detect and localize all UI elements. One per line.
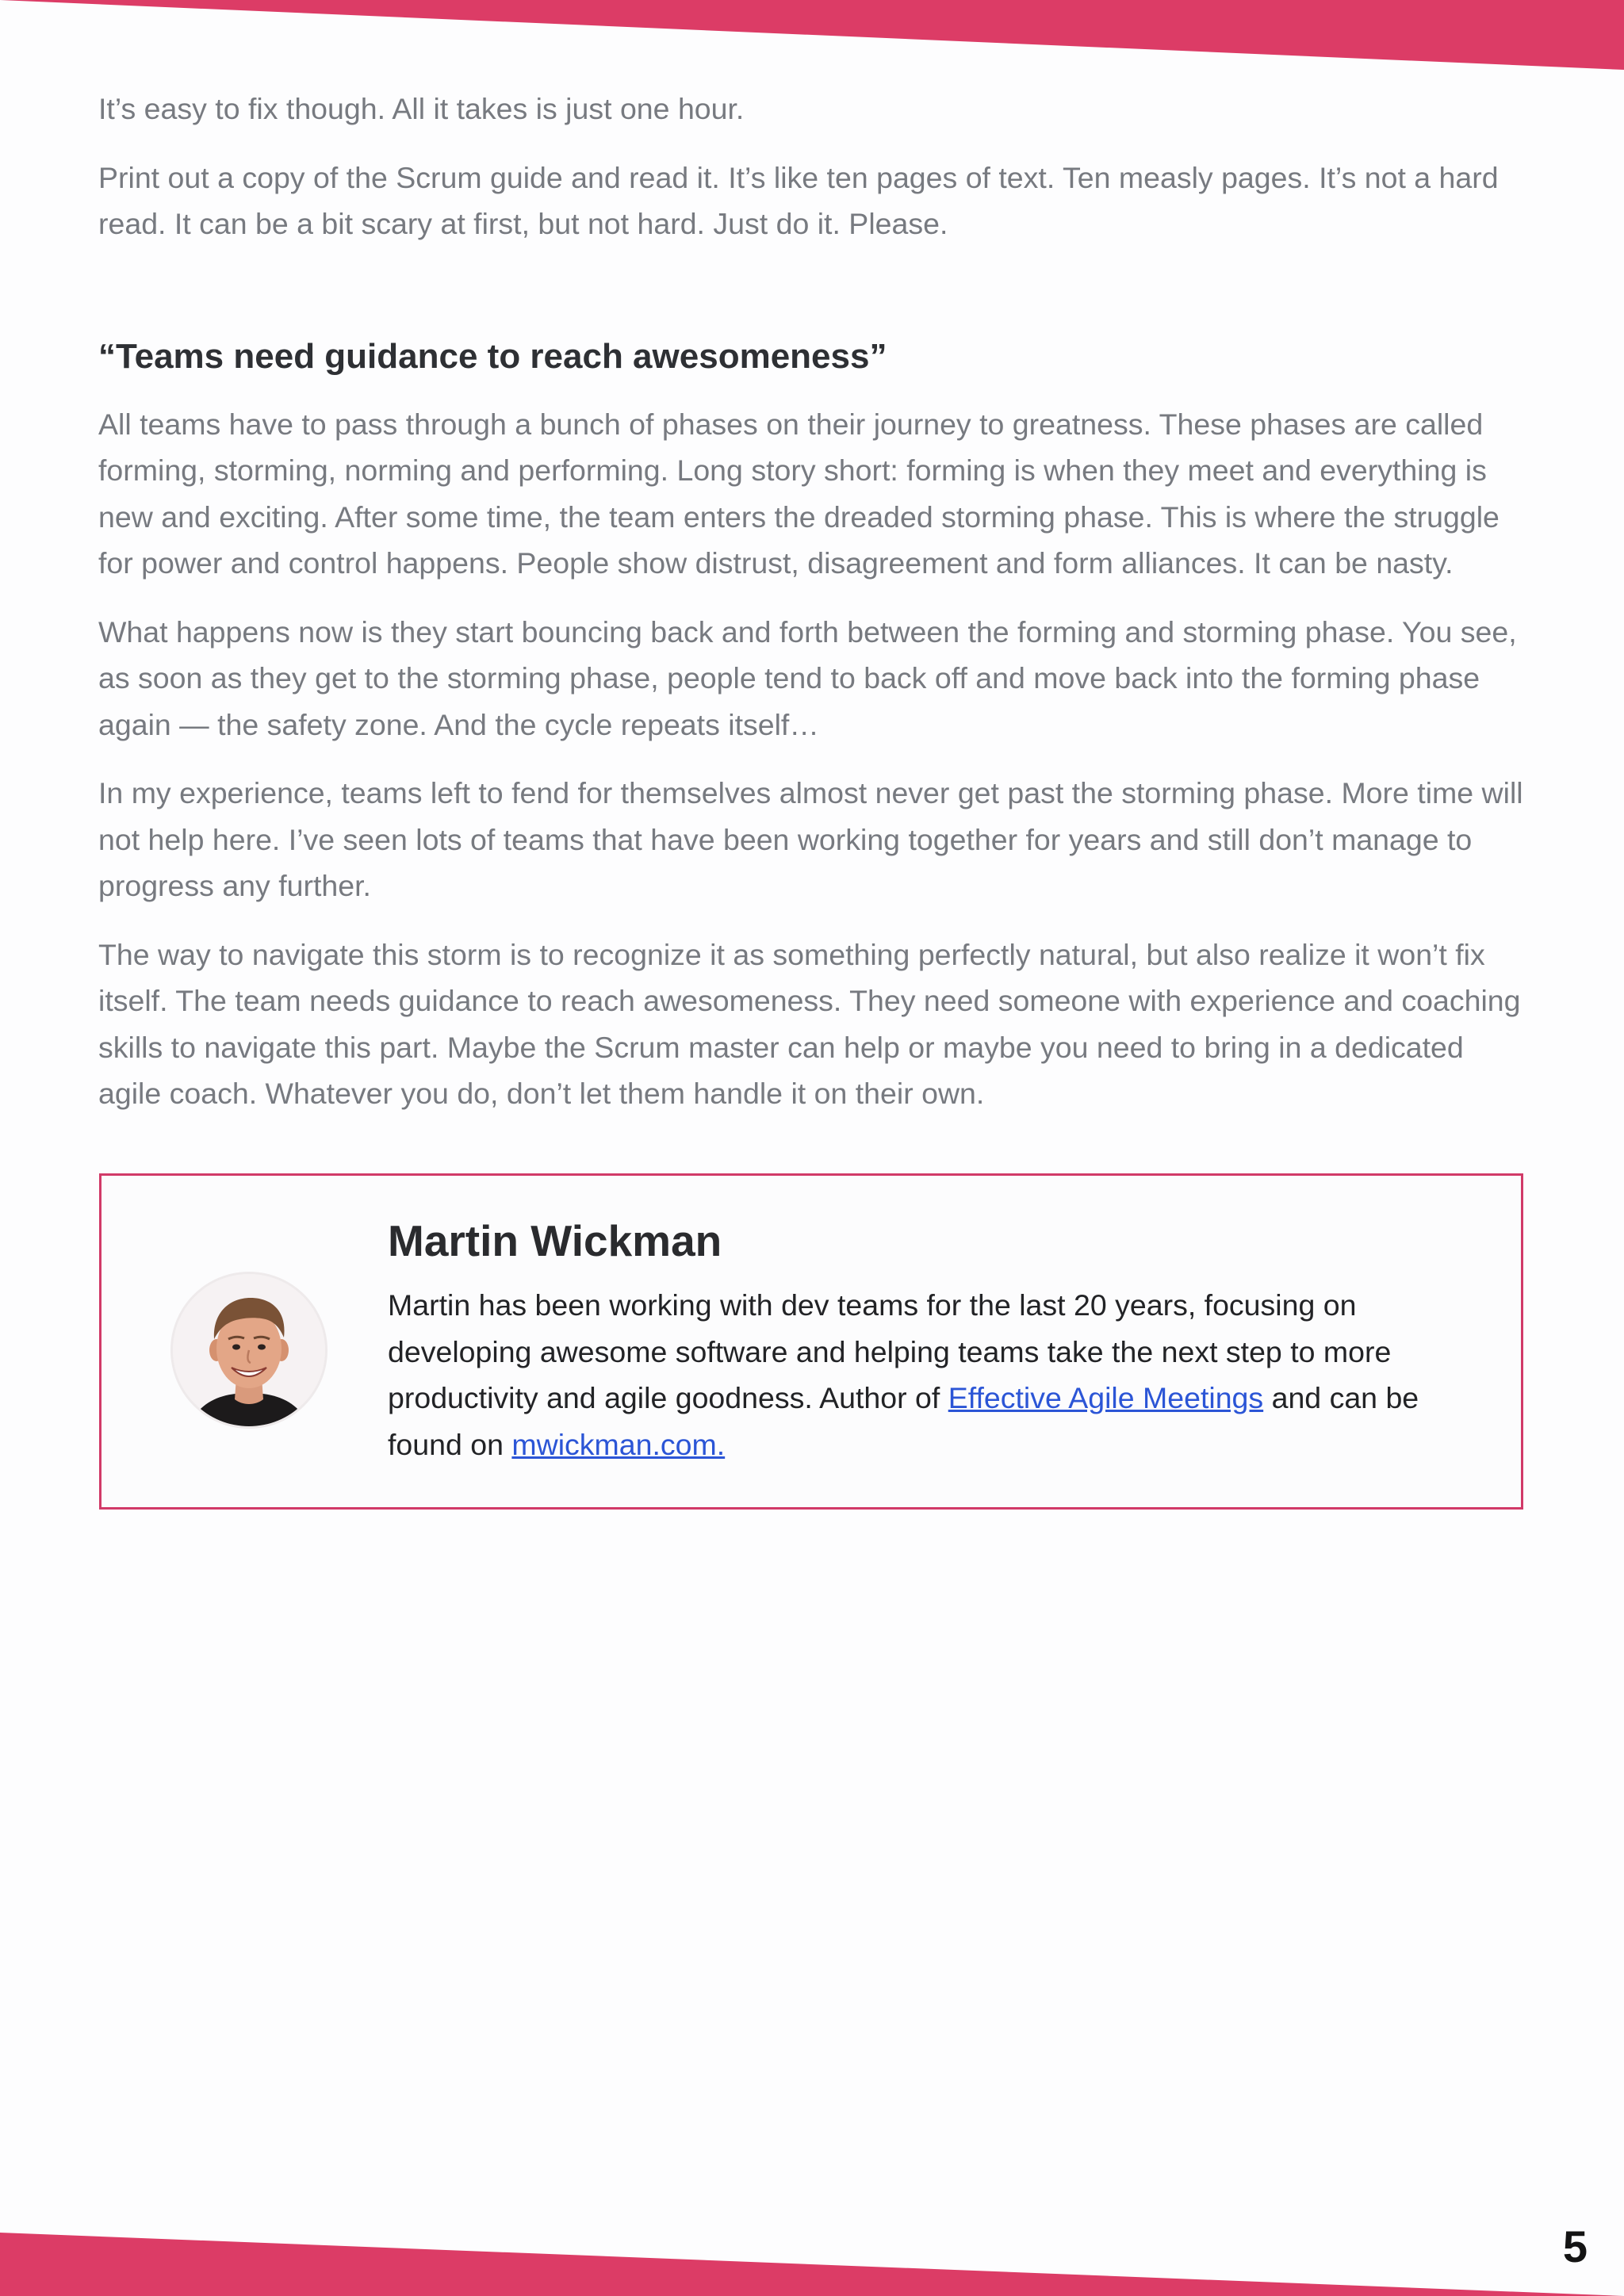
section-paragraph-1: All teams have to pass through a bunch of phases on their journey to greatness. These phases are called forming, storming, norming and performing. Long story short: forming is when they meet and everything is new and exciting. After some time, the team enters the dreaded storming phase. This is where the struggle for power and control happens. People show distrust, disagreement and form alliances. It can be nasty. <box>98 407 1500 580</box>
intro-paragraph-2: Print out a copy of the Scrum guide and read it. It’s like ten pages of text. Ten measly pages. It’s not a hard read. It can be a bit scary at first, but not hard. Just do it. Please. <box>98 160 1499 240</box>
intro-paragraph-1: It’s easy to fix though. All it takes is just one hour. <box>98 92 745 125</box>
section-paragraph-4: The way to navigate this storm is to recognize it as something perfectly natural, but also realize it won’t fix itself. The team needs guidance to reach awesomeness. They need someone with experience and coaching skills to navigate this part. Maybe the Scrum master can help or maybe you need to bring in a dedicated agile coach. Whatever you do, don’t let them handle it on their own. <box>98 937 1521 1110</box>
author-name: Martin Wickman <box>388 1216 722 1265</box>
author-bio-paragraph <box>388 1282 1482 1468</box>
article-body <box>98 86 1526 1139</box>
bio-text-before: Martin has been working with dev teams for the last 20 years, focusing on developing awesome software and helping teams take the next step to more productivity and agile goodness. Author of <box>388 1288 1392 1414</box>
website-link[interactable]: mwickman.com. <box>511 1427 726 1461</box>
author-bio-card <box>99 1173 1523 1510</box>
section-heading: “Teams need guidance to reach awesomeness” <box>98 336 887 376</box>
bottom-accent-band <box>0 2225 1624 2296</box>
author-bio-text <box>388 1214 1482 1468</box>
section-paragraph-3: In my experience, teams left to fend for themselves almost never get past the storming phase. More time will not help here. I’ve seen lots of teams that have been working together for years and still don’t manage to progress any further. <box>98 776 1523 902</box>
page-number: 5 <box>1562 2221 1588 2271</box>
top-accent-band <box>0 0 1624 79</box>
bio-text-middle: and can be found on <box>388 1381 1419 1461</box>
book-link[interactable]: Effective Agile Meetings <box>948 1381 1264 1414</box>
author-avatar <box>173 1274 325 1426</box>
section-paragraph-2: What happens now is they start bouncing back and forth between the forming and storming phase. You see, as soon as they get to the storming phase, people tend to back off and move back into the forming phase again — the safety zone. And the cycle repeats itself… <box>98 614 1517 741</box>
